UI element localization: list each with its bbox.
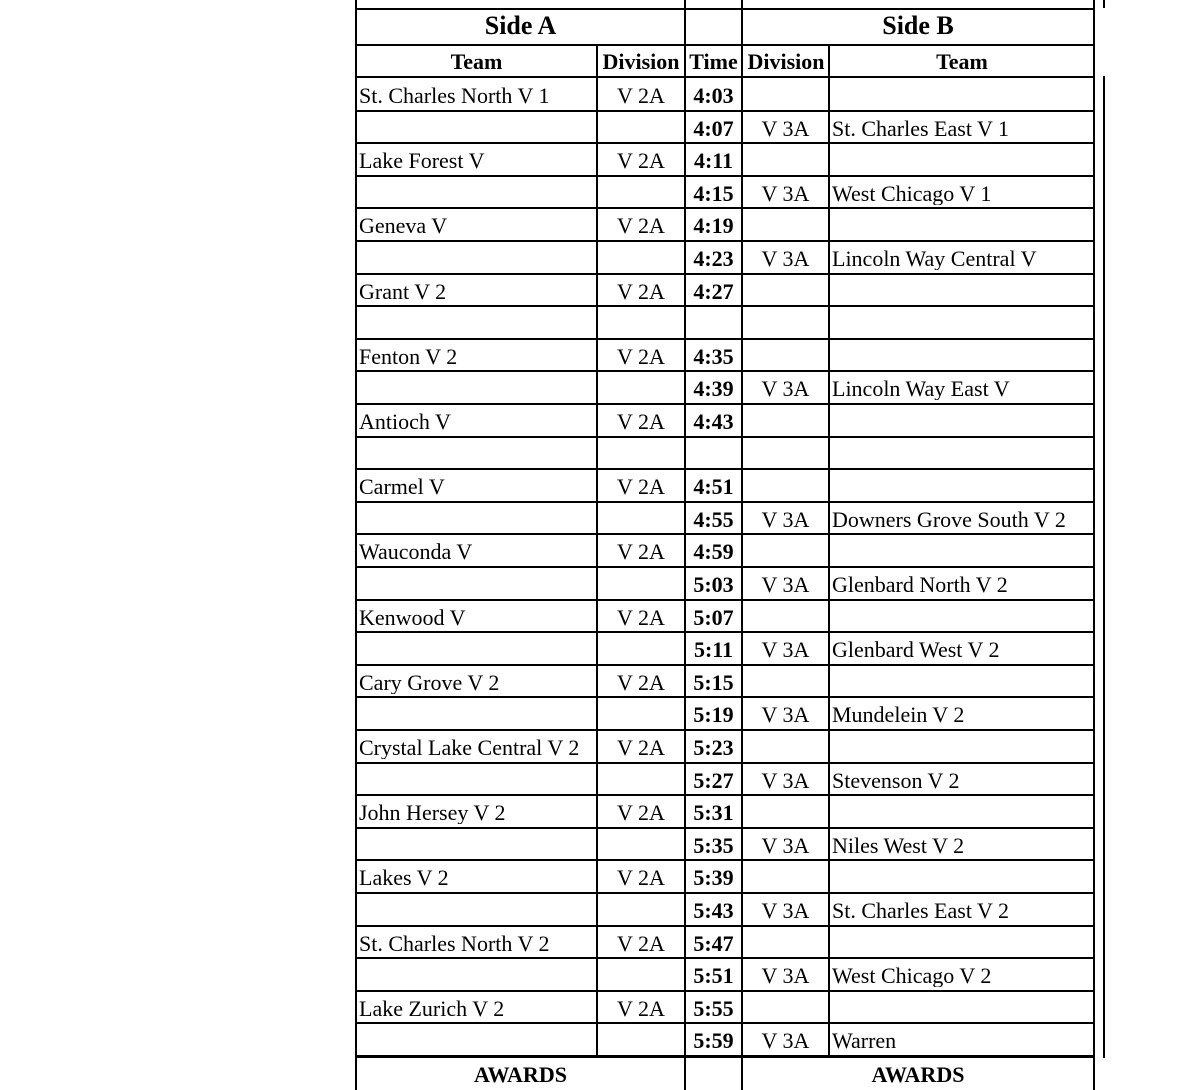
side-b-team-cell: Niles West V 2 <box>832 834 965 857</box>
row-rule <box>355 762 1095 764</box>
side-b-division-cell: V 3A <box>761 965 810 988</box>
side-a-division-divider <box>596 241 598 274</box>
row-rule <box>355 566 1095 568</box>
side-b-division-divider <box>828 143 830 176</box>
side-b-division-divider <box>828 534 830 567</box>
side-a-division-divider-header <box>596 44 598 78</box>
time-cell: 4:19 <box>693 215 734 238</box>
time-cell: 5:43 <box>693 900 734 922</box>
side-a-division-divider <box>596 306 598 339</box>
side-b-team-cell: West Chicago V 2 <box>832 965 992 988</box>
time-cell: 4:11 <box>693 150 734 173</box>
side-b-division-divider <box>828 371 830 404</box>
side-b-division-divider <box>828 208 830 241</box>
side-a-division-divider <box>596 697 598 730</box>
side-a-division-cell: V 2A <box>617 85 665 107</box>
side-b-division-cell: V 3A <box>761 508 810 531</box>
side-a-division-cell: V 2A <box>617 541 665 564</box>
row-rule <box>355 925 1095 927</box>
side-a-division-cell: V 2A <box>617 345 665 368</box>
side-b-division-cell: V 3A <box>761 248 810 270</box>
row-rule <box>355 729 1095 731</box>
side-b-division-divider <box>828 991 830 1024</box>
side-a-division-cell: V 2A <box>617 867 665 890</box>
time-cell: 4:03 <box>693 85 734 107</box>
time-cell: 4:27 <box>693 280 734 303</box>
time-cell: 4:59 <box>693 541 734 564</box>
side-a-team-cell: Kenwood V <box>359 606 466 629</box>
outer-right-border <box>1103 0 1105 8</box>
side-b-division-cell: V 3A <box>761 378 810 401</box>
side-a-team-cell: St. Charles North V 2 <box>359 932 550 955</box>
side-b-division-divider <box>828 860 830 893</box>
row-rule <box>355 207 1095 209</box>
side-b-division-cell: V 3A <box>761 900 810 922</box>
side-b-team-cell: St. Charles East V 1 <box>832 117 1010 140</box>
side-b-division-cell: V 3A <box>761 182 810 205</box>
side-b-team-cell: West Chicago V 1 <box>832 182 992 205</box>
side-a-division-divider <box>596 208 598 241</box>
side-b-division-divider <box>828 665 830 698</box>
side-b-division-divider <box>828 306 830 339</box>
row-rule <box>355 370 1095 372</box>
side-b-division-divider <box>828 600 830 633</box>
side-b-division-header: Division <box>747 51 825 73</box>
side-b-team-cell: Stevenson V 2 <box>832 769 960 792</box>
side-b-division-cell: V 3A <box>761 769 810 792</box>
row-rule <box>355 1022 1095 1024</box>
side-b-division-divider <box>828 404 830 437</box>
header-rule-2 <box>355 76 1095 78</box>
side-a-division-divider <box>596 111 598 144</box>
top-rule <box>355 8 1095 10</box>
side-a-division-divider <box>596 763 598 796</box>
side-a-division-divider <box>596 958 598 991</box>
header-rule-1 <box>355 44 1095 46</box>
time-cell: 4:35 <box>693 345 734 368</box>
side-a-division-divider <box>596 143 598 176</box>
row-rule <box>355 827 1095 829</box>
side-a-division-cell: V 2A <box>617 802 665 825</box>
time-cell: 4:39 <box>693 378 734 401</box>
side-b-division-divider <box>828 632 830 665</box>
row-rule <box>355 794 1095 796</box>
side-a-team-cell: Wauconda V <box>359 541 473 564</box>
side-a-division-divider <box>596 534 598 567</box>
time-cell: 5:31 <box>693 802 734 825</box>
side-a-division-divider <box>596 1023 598 1056</box>
side-a-team-cell: Fenton V 2 <box>359 345 458 368</box>
time-cell: 5:23 <box>693 737 734 759</box>
time-cell: 5:27 <box>693 769 734 792</box>
row-rule <box>355 501 1095 503</box>
side-b-division-divider <box>828 1023 830 1056</box>
footer-rule <box>355 1056 1095 1058</box>
time-cell: 4:15 <box>693 182 734 205</box>
side-b-division-cell: V 3A <box>761 1030 810 1053</box>
side-b-team-cell: Mundelein V 2 <box>832 704 965 727</box>
row-rule <box>355 273 1095 275</box>
side-a-team-cell: Lake Zurich V 2 <box>359 997 505 1020</box>
side-b-team-cell: Warren <box>832 1030 897 1053</box>
time-cell: 5:55 <box>693 997 734 1020</box>
side-a-division-divider <box>596 893 598 926</box>
side-a-division-cell: V 2A <box>617 932 665 955</box>
row-rule <box>355 175 1095 177</box>
side-b-division-divider <box>828 274 830 307</box>
side-b-division-divider <box>828 795 830 828</box>
side-a-team-cell: Lake Forest V <box>359 150 485 173</box>
side-a-team-cell: Cary Grove V 2 <box>359 671 500 694</box>
row-rule <box>355 403 1095 405</box>
side-a-division-cell: V 2A <box>617 215 665 238</box>
side-b-division-cell: V 3A <box>761 834 810 857</box>
side-b-division-divider <box>828 437 830 470</box>
side-a-division-divider <box>596 339 598 372</box>
row-rule <box>355 859 1095 861</box>
side-a-division-cell: V 2A <box>617 150 665 173</box>
side-a-division-divider <box>596 665 598 698</box>
row-rule <box>355 631 1095 633</box>
time-cell: 5:07 <box>693 606 734 629</box>
row-rule <box>355 892 1095 894</box>
side-b-division-cell: V 3A <box>761 704 810 727</box>
side-a-division-divider <box>596 926 598 959</box>
row-rule <box>355 110 1095 112</box>
side-a-division-cell: V 2A <box>617 737 665 759</box>
side-b-division-cell: V 3A <box>761 639 810 662</box>
side-a-team-cell: Antioch V <box>359 411 451 433</box>
side-b-division-divider <box>828 567 830 600</box>
row-rule <box>355 142 1095 144</box>
side-a-division-divider <box>596 991 598 1024</box>
side-b-division-divider <box>828 958 830 991</box>
row-rule <box>355 533 1095 535</box>
row-rule <box>355 696 1095 698</box>
side-a-team-cell: Carmel V <box>359 476 445 499</box>
time-cell: 5:15 <box>693 671 734 694</box>
side-a-team-cell: Geneva V <box>359 215 448 238</box>
side-b-division-divider <box>828 893 830 926</box>
side-a-division-cell: V 2A <box>617 606 665 629</box>
side-a-team-header: Team <box>450 51 503 73</box>
time-cell: 4:43 <box>693 411 734 433</box>
side-a-division-header: Division <box>602 51 680 73</box>
row-rule <box>355 664 1095 666</box>
row-rule <box>355 468 1095 470</box>
side-b-team-header: Team <box>936 51 988 73</box>
time-header: Time <box>689 51 738 73</box>
time-cell: 4:23 <box>693 248 734 270</box>
side-a-division-cell: V 2A <box>617 411 665 433</box>
side-a-division-divider <box>596 404 598 437</box>
side-a-team-cell: Crystal Lake Central V 2 <box>359 737 580 759</box>
side-a-team-cell: John Hersey V 2 <box>359 802 506 825</box>
row-rule <box>355 990 1095 992</box>
side-a-division-divider <box>596 502 598 535</box>
side-a-division-divider <box>596 78 598 111</box>
side-a-division-divider <box>596 371 598 404</box>
side-b-division-divider <box>828 469 830 502</box>
time-cell: 4:07 <box>693 117 734 140</box>
side-a-division-cell: V 2A <box>617 997 665 1020</box>
time-cell: 5:51 <box>693 965 734 988</box>
side-a-division-cell: V 2A <box>617 280 665 303</box>
side-a-division-divider <box>596 632 598 665</box>
side-b-division-divider <box>828 763 830 796</box>
side-a-division-divider <box>596 795 598 828</box>
side-a-division-divider <box>596 730 598 763</box>
side-b-division-divider <box>828 502 830 535</box>
side-b-division-divider <box>828 111 830 144</box>
side-a-division-divider <box>596 437 598 470</box>
row-rule <box>355 957 1095 959</box>
row-rule <box>355 240 1095 242</box>
side-b-division-divider <box>828 926 830 959</box>
side-a-awards: AWARDS <box>474 1064 567 1086</box>
side-a-division-cell: V 2A <box>617 476 665 499</box>
side-b-division-divider <box>828 78 830 111</box>
side-a-division-divider <box>596 600 598 633</box>
time-cell: 4:51 <box>693 476 734 499</box>
side-b-team-cell: Glenbard West V 2 <box>832 639 1000 662</box>
time-cell: 5:39 <box>693 867 734 890</box>
side-a-division-cell: V 2A <box>617 671 665 694</box>
side-b-division-cell: V 3A <box>761 117 810 140</box>
side-a-title: Side A <box>484 13 557 39</box>
time-cell: 5:47 <box>693 932 734 955</box>
side-b-division-divider <box>828 176 830 209</box>
side-b-division-cell: V 3A <box>761 574 810 596</box>
row-rule <box>355 338 1095 340</box>
side-a-division-divider <box>596 567 598 600</box>
side-b-division-divider <box>828 697 830 730</box>
side-a-division-divider <box>596 274 598 307</box>
side-b-team-cell: Lincoln Way Central V <box>832 248 1037 270</box>
row-rule <box>355 305 1095 307</box>
side-a-division-divider <box>596 828 598 861</box>
side-b-division-divider <box>828 730 830 763</box>
time-cell: 5:03 <box>693 574 734 596</box>
side-b-team-cell: Lincoln Way East V <box>832 378 1010 401</box>
side-b-division-divider <box>828 828 830 861</box>
side-b-team-cell: Glenbard North V 2 <box>832 574 1008 596</box>
side-b-team-cell: St. Charles East V 2 <box>832 900 1010 922</box>
side-b-title: Side B <box>882 13 954 39</box>
time-cell: 5:19 <box>693 704 734 727</box>
side-a-team-cell: St. Charles North V 1 <box>359 85 550 107</box>
side-b-division-divider <box>828 339 830 372</box>
time-cell: 5:59 <box>693 1030 734 1053</box>
side-b-team-cell: Downers Grove South V 2 <box>832 508 1066 531</box>
outer-right-border-lower <box>1103 76 1105 1058</box>
time-cell: 5:35 <box>693 834 734 857</box>
side-b-division-divider-header <box>828 44 830 78</box>
side-a-division-divider <box>596 469 598 502</box>
side-b-division-divider <box>828 241 830 274</box>
time-cell: 5:11 <box>693 639 734 662</box>
row-rule <box>355 599 1095 601</box>
time-cell: 4:55 <box>693 508 734 531</box>
side-a-division-divider <box>596 860 598 893</box>
side-a-division-divider <box>596 176 598 209</box>
row-rule <box>355 436 1095 438</box>
side-a-team-cell: Grant V 2 <box>359 280 447 303</box>
side-b-awards: AWARDS <box>871 1064 965 1086</box>
side-a-team-cell: Lakes V 2 <box>359 867 449 890</box>
